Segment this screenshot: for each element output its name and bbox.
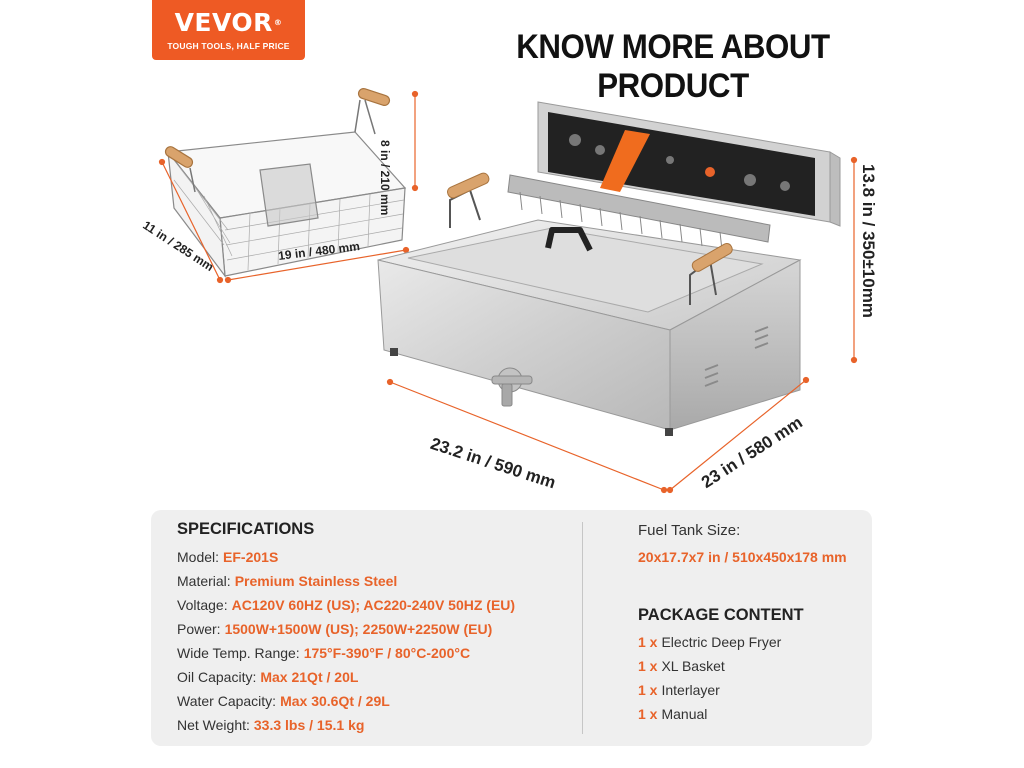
fryer-depth-label: 23 in / 580 mm <box>698 412 806 492</box>
brand-tagline: TOUGH TOOLS, HALF PRICE <box>167 41 290 51</box>
fryer-width-label: 23.2 in / 590 mm <box>428 434 559 493</box>
spec-row-net-weight: Net Weight: 33.3 lbs / 15.1 kg <box>177 717 365 733</box>
package-item: 1 x Electric Deep Fryer <box>638 634 782 650</box>
brand-name: VEVOR <box>174 8 273 37</box>
package-item: 1 x Interlayer <box>638 682 720 698</box>
deep-fryer <box>378 102 840 436</box>
fuel-tank-label: Fuel Tank Size: <box>638 522 741 539</box>
spec-row-voltage: Voltage: AC120V 60HZ (US); AC220-240V 50HZ (EU) <box>177 597 516 613</box>
package-item: 1 x Manual <box>638 706 708 722</box>
page-title: KNOW MORE ABOUT PRODUCT <box>516 28 830 105</box>
fryer-height-label: 13.8 in / 350±10mm <box>859 164 878 318</box>
brand-logo: VEVOR® TOUGH TOOLS, HALF PRICE <box>152 0 305 60</box>
basket-depth-label: 11 in / 285 mm <box>140 218 217 275</box>
specifications-heading: SPECIFICATIONS <box>177 520 315 538</box>
spec-row-model: Model: EF-201S <box>177 549 279 565</box>
spec-row-material: Material: Premium Stainless Steel <box>177 573 398 589</box>
panel-divider <box>582 522 583 734</box>
package-info <box>638 520 847 726</box>
basket-height-label: 8 in / 210 mm <box>378 140 392 216</box>
package-heading: PACKAGE CONTENT <box>638 606 804 624</box>
basket-width-label: 19 in / 480 mm <box>277 239 361 263</box>
fuel-tank-value: 20x17.7x7 in / 510x450x178 mm <box>638 549 847 565</box>
spec-row-oil-capacity: Oil Capacity: Max 21Qt / 20L <box>177 669 359 685</box>
spec-row-power: Power: 1500W+1500W (US); 2250W+2250W (EU) <box>177 621 493 637</box>
specifications-list <box>177 520 515 737</box>
spec-row-temp-range: Wide Temp. Range: 175°F-390°F / 80°C-200°C <box>177 645 471 661</box>
spec-row-water-capacity: Water Capacity: Max 30.6Qt / 29L <box>177 693 390 709</box>
package-item: 1 x XL Basket <box>638 658 725 674</box>
